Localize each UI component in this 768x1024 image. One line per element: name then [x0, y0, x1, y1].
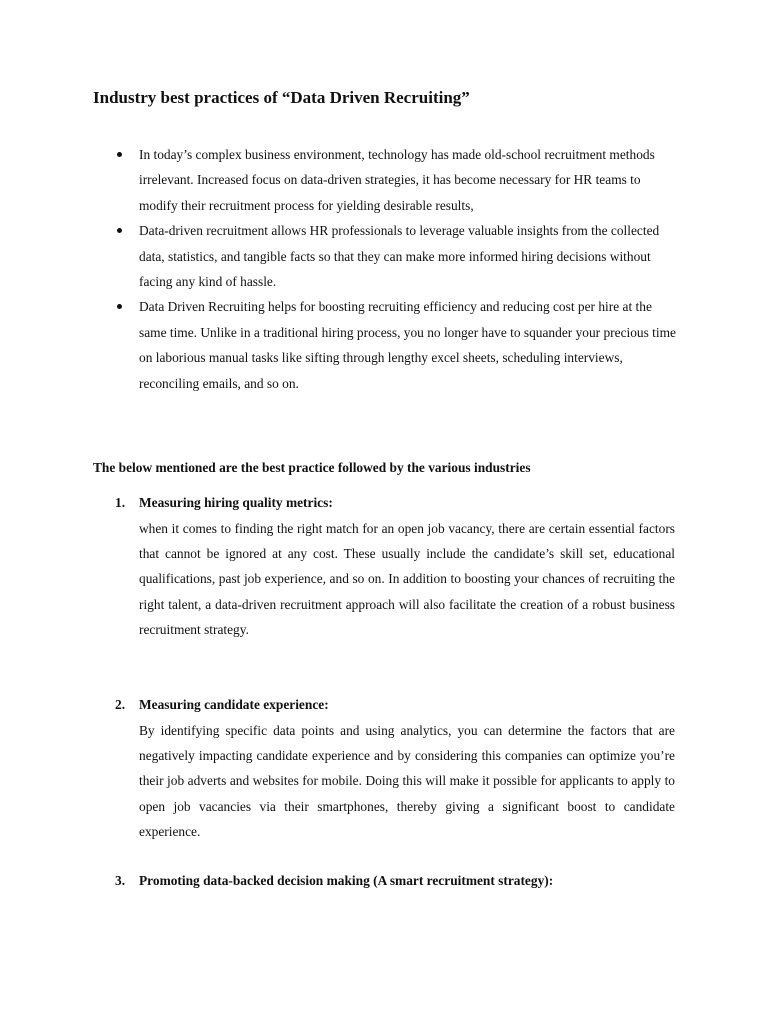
- bullet-list: [139, 142, 679, 396]
- numbered-item: [115, 491, 675, 642]
- bullet-item: [139, 218, 679, 294]
- item-title: Measuring candidate experience:: [139, 697, 329, 712]
- item-title: Measuring hiring quality metrics:: [139, 495, 333, 510]
- bullet-text: Data Driven Recruiting helps for boosting recruiting efficiency and reducing cost per hire at the same time. Unlike in a traditional hiring process, you no longer have to squander your precious time on laborious manual tasks like sifting through lengthy excel sheets, scheduling interviews, reconciling emails, and so on.: [139, 299, 676, 391]
- bullet-dot-icon: [117, 304, 122, 309]
- bullet-text: In today’s complex business environment, technology has made old-school recruitment methods irrelevant. Increased focus on data-driven strategies, it has become necessary for HR teams to modify their recruitment process for yielding desirable results,: [139, 147, 655, 213]
- numbered-item: [115, 693, 675, 844]
- item-number: 1.: [115, 495, 126, 510]
- item-body: when it comes to finding the right match for an open job vacancy, there are certain essential factors that cannot be ignored at any cost. These usually include the candidate’s skill set, educational qualifications, past job experience, and so on. In addition to boosting your chances of recruiting the right talent, a data-driven recruitment approach will also facilitate the creation of a robust business recruitment strategy.: [139, 521, 675, 637]
- bullet-dot-icon: [117, 228, 122, 233]
- bullet-text: Data-driven recruitment allows HR professionals to leverage valuable insights from the collected data, statistics, and tangible facts so that they can make more informed hiring decisions without facing any kind of hassle.: [139, 223, 660, 290]
- section-heading: The below mentioned are the best practice followed by the various industries: [93, 460, 531, 475]
- item-number: 3.: [115, 873, 126, 888]
- item-body: By identifying specific data points and using analytics, you can determine the factors that are negatively impacting candidate experience and by considering this companies can optimize you’re their job adverts and websites for mobile. Doing this will make it possible for applicants to apply to open job vacancies via their smartphones, thereby giving a significant boost to candidate experience.: [139, 723, 675, 839]
- numbered-item: [115, 869, 675, 893]
- document-title: Industry best practices of “Data Driven Recruiting”: [93, 88, 470, 107]
- bullet-item: [139, 142, 679, 218]
- item-number: 2.: [115, 697, 126, 712]
- bullet-item: [139, 294, 679, 396]
- bullet-dot-icon: [117, 152, 122, 157]
- item-title: Promoting data-backed decision making (A smart recruitment strategy):: [139, 873, 554, 888]
